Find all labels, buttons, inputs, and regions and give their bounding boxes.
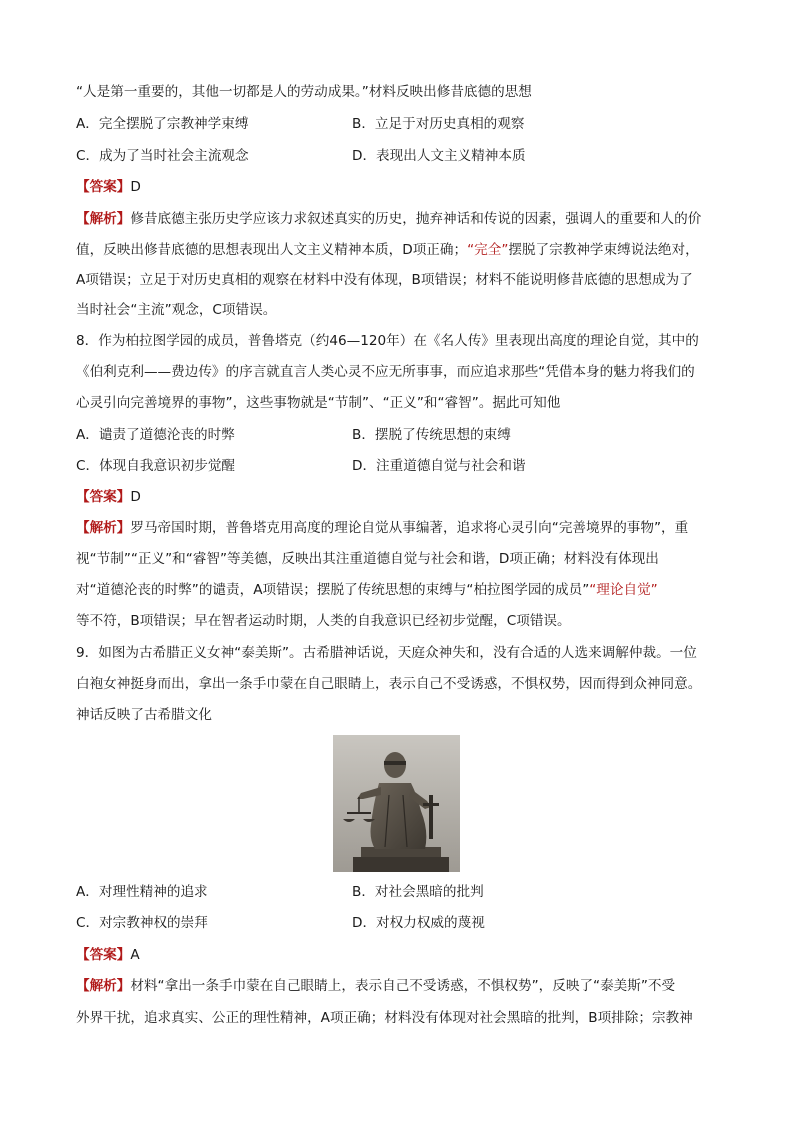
analysis-text: 值，反映出修昔底德的思想表现出人文主义精神本质，D项正确； [76,242,468,258]
q7-analysis-line-3: A项错误；立足于对历史真相的观察在材料中没有体现，B项错误；材料不能说明修昔底德的思想成为了 [76,272,693,288]
answer-value: D [130,179,141,195]
q7-option-b: B．立足于对历史真相的观察 [352,116,525,132]
q9-analysis-line-1 [76,976,675,996]
analysis-tag: 【解析】 [76,211,131,227]
answer-value: D [130,489,141,505]
q7-analysis-line-1 [76,209,701,229]
q7-analysis-line-2 [76,240,699,260]
q8-option-b: B．摆脱了传统思想的束缚 [352,427,511,443]
q7-option-c: C．成为了当时社会主流观念 [76,148,249,164]
q8-stem-line-2: 《伯利克利——费边传》的序言就直言人类心灵不应无所事事，而应追求那些“凭借本身的魅力将我们的 [76,364,695,380]
q8-analysis-line-2: 视“节制”“正义”和“睿智”等美德，反映出其注重道德自觉与社会和谐，D项正确；材料没有体现出 [76,551,659,567]
q8-option-a: A．谴责了道德沦丧的时弊 [76,427,235,443]
q9-stem-line-1: 9．如图为古希腊正义女神“泰美斯”。古希腊神话说，天庭众神失和，没有合适的人选来调解仲裁。一位 [76,645,697,661]
analysis-text: 罗马帝国时期，普鲁塔克用高度的理论自觉从事编著，追求将心灵引向“完善境界的事物”，重 [130,520,689,536]
answer-tag: 【答案】 [76,489,131,505]
q8-analysis-line-1 [76,518,688,538]
q9-stem-line-2: 白袍女神挺身而出，拿出一条手巾蒙在自己眼睛上，表示自己不受诱惑，不惧权势，因而得到众神同意。 [76,676,702,692]
q9-option-b: B．对社会黑暗的批判 [352,884,484,900]
q9-option-c: C．对宗教神权的崇拜 [76,915,208,931]
q8-analysis-line-4: 等不符，B项错误；早在智者运动时期，人类的自我意识已经初步觉醒，C项错误。 [76,613,571,629]
analysis-text: 对“道德沦丧的时弊”的谴责，A项错误；摆脱了传统思想的束缚与“柏拉图学园的成员” [76,582,590,598]
q9-analysis-line-2: 外界干扰，追求真实、公正的理性精神，A项正确；材料没有体现对社会黑暗的批判，B项排除；宗教神 [76,1010,693,1026]
answer-tag: 【答案】 [76,947,131,963]
q8-stem-line-1: 8．作为柏拉图学园的成员，普鲁塔克（约46—120年）在《名人传》里表现出高度的理论自觉，其中的 [76,333,699,349]
q9-answer [76,945,140,965]
statue-icon [333,735,460,872]
q8-answer [76,487,141,507]
q9-option-a: A．对理性精神的追求 [76,884,208,900]
q7-answer [76,177,141,197]
q8-stem-line-3: 心灵引向完善境界的事物”，这些事物就是“节制”、“正义”和“睿智”。据此可知他 [76,395,561,411]
q8-option-c: C．体现自我意识初步觉醒 [76,458,236,474]
q7-stem: “人是第一重要的，其他一切都是人的劳动成果。”材料反映出修昔底德的思想 [76,84,532,100]
q7-option-a: A．完全摆脱了宗教神学束缚 [76,116,249,132]
analysis-text: 材料“拿出一条手巾蒙在自己眼睛上，表示自己不受诱惑，不惧权势”，反映了“泰美斯”不受 [130,978,676,994]
answer-value: A [130,947,140,963]
themis-statue-image [333,735,460,872]
analysis-text: 修昔底德主张历史学应该力求叙述真实的历史，抛弃神话和传说的因素，强调人的重要和人的价 [130,211,702,227]
answer-tag: 【答案】 [76,179,131,195]
q9-option-d: D．对权力权威的蔑视 [352,915,485,931]
q9-stem-line-3: 神话反映了古希腊文化 [76,707,212,723]
analysis-highlight: “完全” [467,242,509,258]
analysis-tag: 【解析】 [76,520,131,536]
q8-analysis-line-3 [76,580,658,600]
q8-option-d: D．注重道德自觉与社会和谐 [352,458,526,474]
q7-option-d: D．表现出人文主义精神本质 [352,148,526,164]
analysis-highlight: “理论自觉” [589,582,658,598]
analysis-tag: 【解析】 [76,978,131,994]
q7-analysis-line-4: 当时社会“主流”观念，C项错误。 [76,302,277,318]
analysis-text: 摆脱了宗教神学束缚说法绝对， [508,242,699,258]
